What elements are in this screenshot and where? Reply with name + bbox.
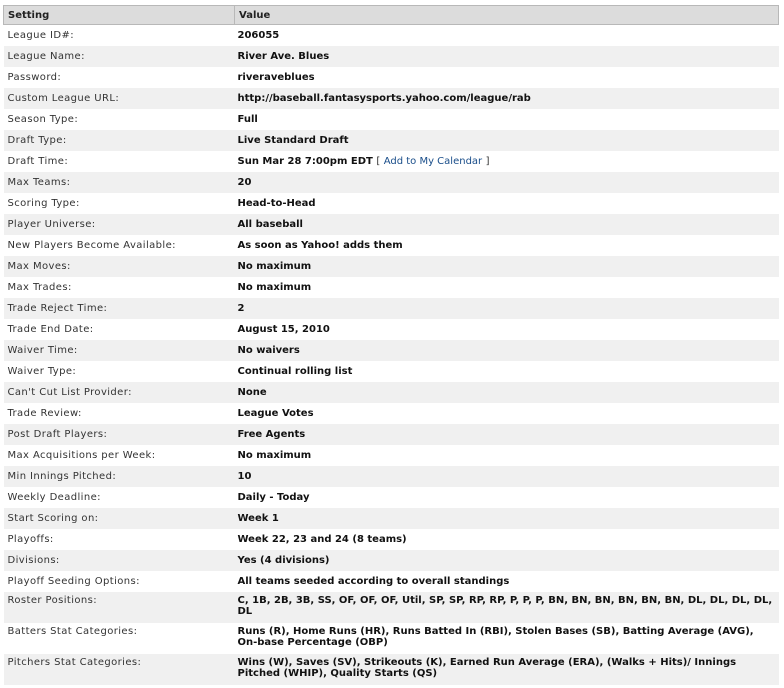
setting-label: Max Acquisitions per Week: — [4, 445, 235, 466]
setting-label: Scoring Type: — [4, 193, 235, 214]
setting-value: Runs (R), Home Runs (HR), Runs Batted In (RBI), Stolen Bases (SB), Batting Average (AVG), On-base Percentage (OBP) — [237, 625, 754, 648]
setting-value: No maximum — [237, 281, 312, 293]
setting-value-cell — [235, 466, 779, 487]
setting-label: Custom League URL: — [4, 88, 235, 109]
setting-value: All teams seeded according to overall standings — [237, 575, 510, 587]
setting-label: League Name: — [4, 46, 235, 67]
table-row — [4, 46, 779, 67]
table-row — [4, 487, 779, 508]
table-row — [4, 298, 779, 319]
setting-value: Full — [237, 113, 258, 125]
setting-value-cell — [235, 424, 779, 445]
table-row — [4, 340, 779, 361]
setting-value: Week 22, 23 and 24 (8 teams) — [237, 533, 407, 545]
setting-value-cell — [235, 109, 779, 130]
setting-value-cell — [235, 235, 779, 256]
table-row — [4, 151, 779, 172]
table-row — [4, 172, 779, 193]
setting-value: Free Agents — [237, 428, 306, 440]
setting-label: Roster Positions: — [4, 592, 235, 623]
setting-label: Playoff Seeding Options: — [4, 571, 235, 592]
setting-value-cell — [235, 298, 779, 319]
table-row — [4, 25, 779, 46]
setting-label: Password: — [4, 67, 235, 88]
add-to-calendar-link[interactable]: Add to My Calendar — [383, 155, 483, 167]
table-row — [4, 256, 779, 277]
setting-label: Trade Review: — [4, 403, 235, 424]
column-header-setting: Setting — [4, 6, 235, 25]
setting-value-cell — [235, 214, 779, 235]
setting-value-cell — [235, 529, 779, 550]
setting-value-cell — [235, 445, 779, 466]
setting-value-cell — [235, 319, 779, 340]
setting-value-cell — [235, 592, 779, 623]
setting-value-cell — [235, 550, 779, 571]
setting-value-cell — [235, 487, 779, 508]
setting-value: No maximum — [237, 260, 312, 272]
setting-value: All baseball — [237, 218, 303, 230]
setting-value: Continual rolling list — [237, 365, 353, 377]
setting-value-cell — [235, 403, 779, 424]
setting-label: Pitchers Stat Categories: — [4, 654, 235, 685]
setting-value-cell — [235, 130, 779, 151]
table-row — [4, 466, 779, 487]
setting-value: 20 — [237, 176, 252, 188]
setting-label: Season Type: — [4, 109, 235, 130]
setting-label: Start Scoring on: — [4, 508, 235, 529]
setting-value-cell — [235, 151, 779, 172]
setting-label: Post Draft Players: — [4, 424, 235, 445]
settings-body — [4, 25, 779, 685]
setting-label: Batters Stat Categories: — [4, 623, 235, 654]
table-row — [4, 109, 779, 130]
setting-label: Trade Reject Time: — [4, 298, 235, 319]
setting-value-cell — [235, 25, 779, 46]
table-row — [4, 361, 779, 382]
setting-value: Yes (4 divisions) — [237, 554, 330, 566]
table-row — [4, 571, 779, 592]
table-row — [4, 214, 779, 235]
setting-value: August 15, 2010 — [237, 323, 330, 335]
setting-label: Max Moves: — [4, 256, 235, 277]
setting-label: Divisions: — [4, 550, 235, 571]
table-header-row — [4, 6, 779, 25]
setting-label: Playoffs: — [4, 529, 235, 550]
setting-label: League ID#: — [4, 25, 235, 46]
setting-value: Head-to-Head — [237, 197, 316, 209]
setting-value-cell — [235, 277, 779, 298]
bracket-open: [ — [376, 155, 381, 167]
column-header-value: Value — [235, 6, 779, 25]
setting-value: C, 1B, 2B, 3B, SS, OF, OF, OF, Util, SP, SP, RP, RP, P, P, P, BN, BN, BN, BN, BN, BN, DL, DL, DL, DL, DL — [237, 594, 773, 617]
setting-value-cell — [235, 623, 779, 654]
setting-value-cell — [235, 571, 779, 592]
setting-value-cell — [235, 46, 779, 67]
setting-label: Max Trades: — [4, 277, 235, 298]
table-row — [4, 592, 779, 623]
table-row — [4, 130, 779, 151]
setting-value: No waivers — [237, 344, 300, 356]
setting-label: Can't Cut List Provider: — [4, 382, 235, 403]
setting-value: Daily - Today — [237, 491, 310, 503]
setting-label: Waiver Time: — [4, 340, 235, 361]
table-row — [4, 529, 779, 550]
setting-value: riveraveblues — [237, 71, 315, 83]
setting-value: League Votes — [237, 407, 314, 419]
setting-value: Week 1 — [237, 512, 279, 524]
setting-label: Trade End Date: — [4, 319, 235, 340]
setting-value-cell — [235, 172, 779, 193]
setting-label: Min Innings Pitched: — [4, 466, 235, 487]
table-row — [4, 235, 779, 256]
setting-value: http://baseball.fantasysports.yahoo.com/league/rab — [237, 92, 531, 104]
bracket-close: ] — [485, 155, 490, 167]
table-row — [4, 403, 779, 424]
setting-value-cell — [235, 88, 779, 109]
setting-value-cell — [235, 382, 779, 403]
setting-value-cell — [235, 508, 779, 529]
setting-value-cell — [235, 361, 779, 382]
table-row — [4, 277, 779, 298]
setting-label: Player Universe: — [4, 214, 235, 235]
setting-value-cell — [235, 340, 779, 361]
table-row — [4, 445, 779, 466]
setting-label: Max Teams: — [4, 172, 235, 193]
setting-label: Draft Time: — [4, 151, 235, 172]
setting-value-cell — [235, 654, 779, 685]
setting-value: No maximum — [237, 449, 312, 461]
setting-value: As soon as Yahoo! adds them — [237, 239, 403, 251]
setting-value: Sun Mar 28 7:00pm EDT — [237, 155, 373, 167]
setting-label: New Players Become Available: — [4, 235, 235, 256]
setting-label: Waiver Type: — [4, 361, 235, 382]
table-row — [4, 193, 779, 214]
setting-value: 10 — [237, 470, 252, 482]
table-row — [4, 424, 779, 445]
setting-label: Draft Type: — [4, 130, 235, 151]
setting-value-cell — [235, 256, 779, 277]
setting-value-cell — [235, 193, 779, 214]
league-settings-table — [3, 5, 779, 685]
table-row — [4, 654, 779, 685]
table-row — [4, 382, 779, 403]
table-row — [4, 623, 779, 654]
table-row — [4, 319, 779, 340]
setting-label: Weekly Deadline: — [4, 487, 235, 508]
setting-value: River Ave. Blues — [237, 50, 330, 62]
setting-value: None — [237, 386, 267, 398]
table-row — [4, 508, 779, 529]
table-row — [4, 550, 779, 571]
setting-value: Wins (W), Saves (SV), Strikeouts (K), Earned Run Average (ERA), (Walks + Hits)/ Innings Pitched (WHIP), Quality Starts (QS) — [237, 656, 737, 679]
table-row — [4, 88, 779, 109]
setting-value: 206055 — [237, 29, 280, 41]
setting-value-cell — [235, 67, 779, 88]
table-row — [4, 67, 779, 88]
setting-value: Live Standard Draft — [237, 134, 349, 146]
setting-value: 2 — [237, 302, 245, 314]
